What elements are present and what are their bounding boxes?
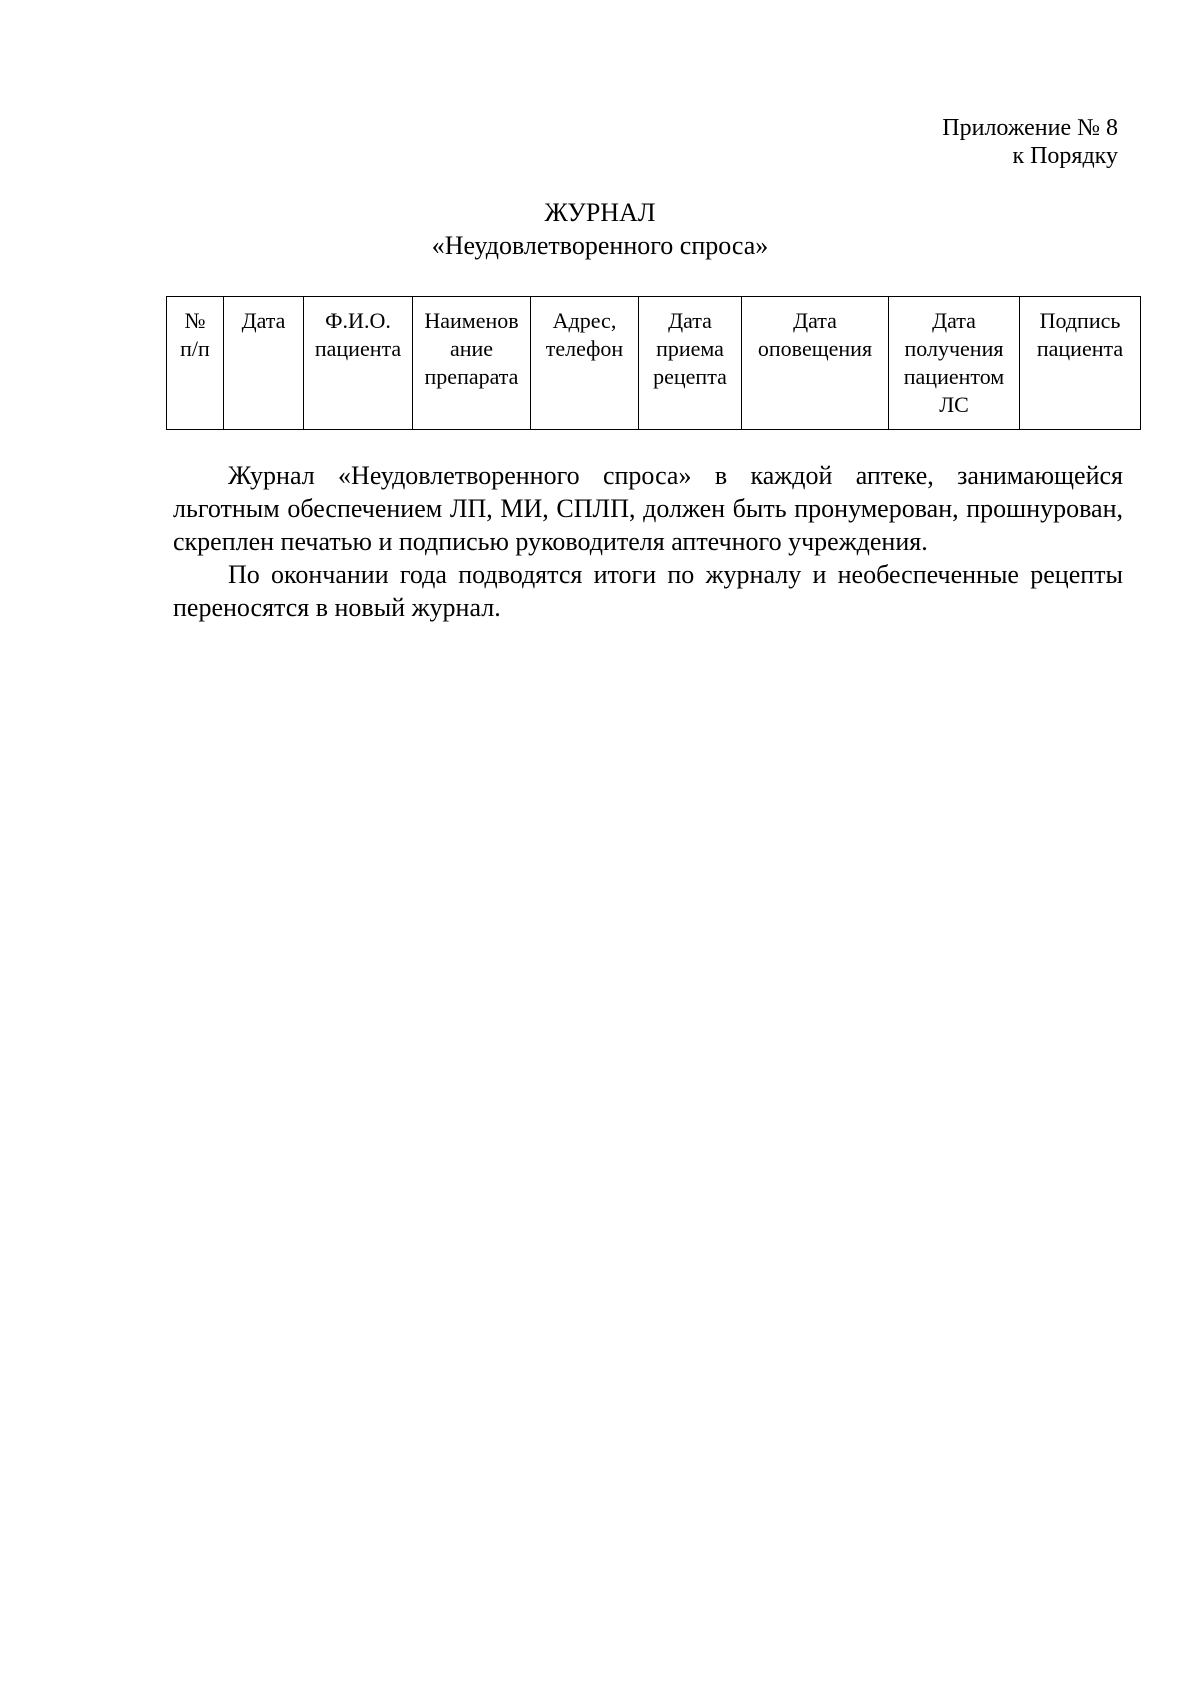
document-title bbox=[0, 196, 1200, 262]
column-header-signature: Подпись пациента bbox=[1020, 297, 1141, 430]
column-header-receipt-date: Дата получения пациентом ЛС bbox=[889, 297, 1020, 430]
column-header-address-phone: Адрес, телефон bbox=[531, 297, 639, 430]
journal-table bbox=[166, 296, 1141, 430]
paragraph-journal-requirements: Журнал «Неудовлетворенного спроса» в каждой аптеке, занимающейся льготным обеспечением ЛП, МИ, СПЛП, должен быть пронумерован, прошнурован, скреплен печатью и подписью руководителя аптечного учреждения. bbox=[173, 461, 1123, 556]
column-header-patient-name: Ф.И.О. пациента bbox=[304, 297, 413, 430]
column-header-number: № п/п bbox=[167, 297, 224, 430]
table-header-row bbox=[167, 297, 1141, 430]
column-header-drug-name: Наименов ание препарата bbox=[413, 297, 531, 430]
appendix-reference bbox=[942, 114, 1118, 170]
body-text bbox=[173, 459, 1123, 624]
column-header-date: Дата bbox=[224, 297, 304, 430]
column-header-prescription-date: Дата приема рецепта bbox=[639, 297, 742, 430]
paragraph-year-end: По окончании года подводятся итоги по журналу и необеспеченные рецепты переносятся в новый журнал. bbox=[173, 560, 1123, 622]
title-subtitle: «Неудовлетворенного спроса» bbox=[431, 231, 769, 260]
title-main: ЖУРНАЛ bbox=[544, 198, 656, 227]
appendix-order: к Порядку bbox=[1012, 143, 1118, 169]
column-header-notification-date: Дата оповещения bbox=[742, 297, 889, 430]
appendix-number: Приложение № 8 bbox=[942, 115, 1118, 141]
